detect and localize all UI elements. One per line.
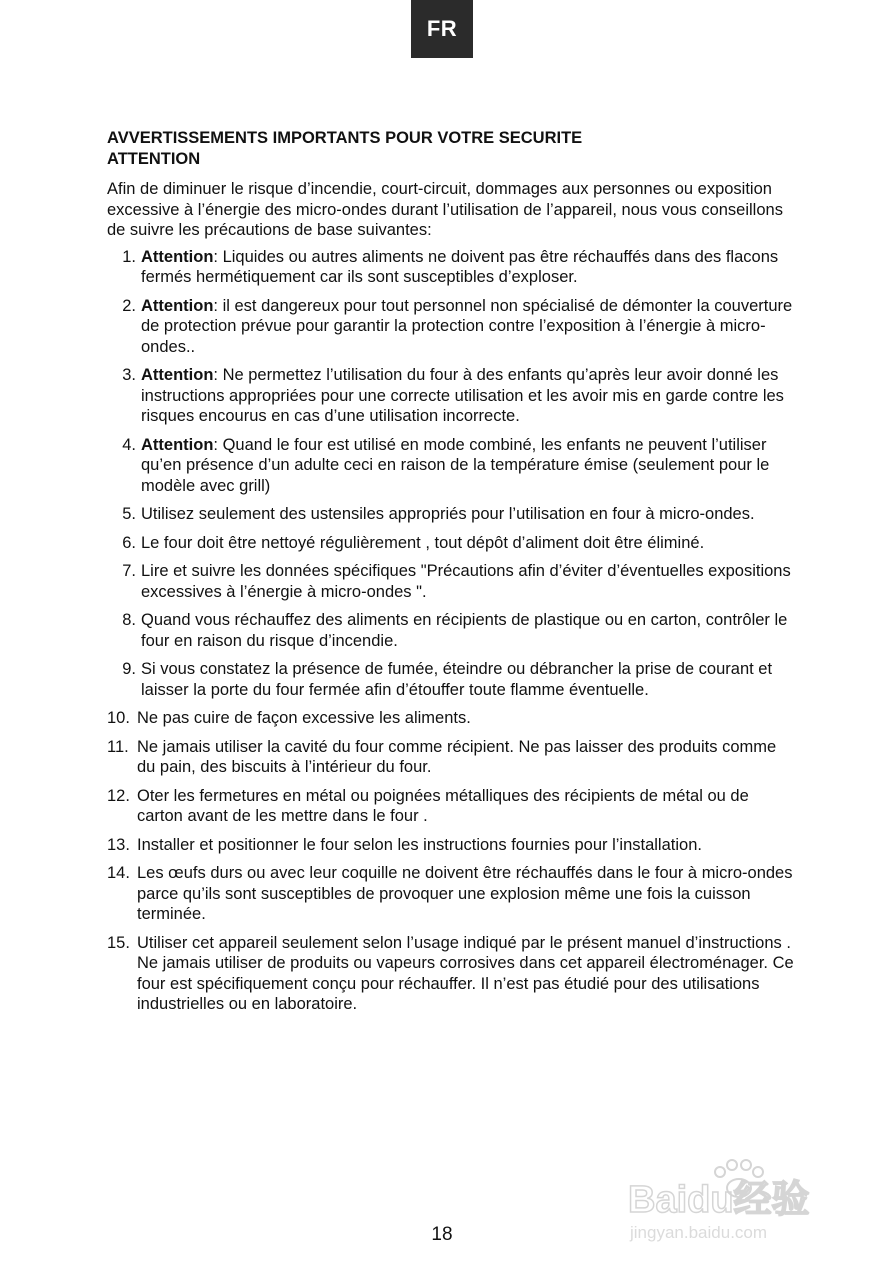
list-item	[107, 659, 797, 700]
item-number: 1.	[122, 247, 136, 266]
item-number: 12.	[107, 786, 130, 805]
language-tab: FR	[411, 0, 473, 58]
item-text	[141, 247, 797, 288]
item-lead: Attention	[141, 247, 214, 266]
watermark-url: jingyan.baidu.com	[630, 1223, 768, 1242]
item-number: 4.	[122, 435, 136, 454]
item-text: Les œufs durs ou avec leur coquille ne doivent être réchauffés dans le four à micro-ondes parce qu’ils sont susceptibles de provoquer une explosion même une fois la cuisson terminée.	[137, 864, 793, 923]
item-text: Oter les fermetures en métal ou poignées métalliques des récipients de métal ou de carton avant de les mettre dans le four .	[137, 786, 749, 825]
item-text: Si vous constatez la présence de fumée, éteindre ou débrancher la prise de courant et laisser la porte du four fermée afin d’étouffer toute flamme éventuelle.	[141, 660, 773, 699]
section-subtitle: ATTENTION	[107, 150, 201, 168]
list-item	[107, 933, 797, 1015]
item-number: 6.	[122, 533, 136, 552]
item-text: Utiliser cet appareil seulement selon l’usage indiqué par le présent manuel d’instructions . Ne jamais utiliser de produits ou vapeurs corrosives dans cet appareil électroménager. Ce four est spécifiquement conçu pour réchauffer. Il n’est pas étudié pour des utilisations industrielles ou en laboratoire.	[137, 933, 794, 1013]
item-text: Ne jamais utiliser la cavité du four comme récipient. Ne pas laisser des produits comme du pain, des biscuits à l’intérieur du four.	[137, 737, 777, 776]
item-number: 3.	[122, 366, 136, 384]
section-title: AVVERTISSEMENTS IMPORTANTS POUR VOTRE SECURITE	[107, 129, 583, 147]
list-item	[107, 533, 797, 554]
item-number: 15.	[107, 933, 130, 952]
item-number: 14.	[107, 864, 130, 882]
intro-paragraph: Afin de diminuer le risque d’incendie, court-circuit, dommages aux personnes ou exposition excessive à l’énergie des micro-ondes durant l’utilisation de l’appareil, nous vous conseillons de suivre les précautions de base suivantes:	[107, 180, 783, 239]
item-text: Le four doit être nettoyé régulièrement , tout dépôt d’aliment doit être éliminé.	[141, 533, 705, 552]
item-number: 5.	[122, 505, 136, 523]
item-body: : Ne permettez l’utilisation du four à des enfants qu’après leur avoir donné les instructions appropriées pour une correcte utilisation et les avoir mis en garde contre les risques encourus en cas d’une utilisation incorrecte.	[141, 366, 784, 425]
item-text	[141, 435, 797, 497]
document-body	[107, 128, 797, 1023]
item-number: 2.	[122, 296, 136, 315]
item-text: Utilisez seulement des ustensiles appropriés pour l’utilisation en four à micro-ondes.	[141, 505, 755, 523]
page-number: 18	[431, 1224, 453, 1245]
item-lead: Attention	[141, 435, 214, 454]
item-text: Installer et positionner le four selon les instructions fournies pour l’installation.	[137, 835, 702, 854]
item-lead: Attention	[141, 296, 214, 315]
item-body: : Liquides ou autres aliments ne doivent pas être réchauffés dans des flacons fermés hermétiquement car ils sont susceptibles d’exploser.	[141, 247, 779, 286]
item-body: : il est dangereux pour tout personnel non spécialisé de démonter la couverture de protection prévue pour garantir la protection contre l’exposition à l’énergie à micro-ondes..	[141, 296, 793, 356]
item-number: 10.	[107, 709, 130, 727]
item-number: 13.	[107, 835, 130, 854]
list-item	[107, 247, 797, 288]
item-number: 8.	[122, 611, 136, 629]
item-text	[141, 365, 797, 427]
list-item	[107, 610, 797, 651]
item-number: 11.	[107, 737, 129, 756]
list-item	[107, 835, 797, 856]
list-item	[107, 561, 797, 602]
item-number: 7.	[122, 562, 136, 580]
list-item	[107, 435, 797, 497]
item-number: 9.	[122, 660, 136, 678]
list-item	[107, 504, 797, 525]
list-item	[107, 863, 797, 925]
list-item	[107, 737, 797, 778]
list-item	[107, 786, 797, 827]
watermark-brand: Baidu经验	[628, 1179, 810, 1221]
item-lead: Attention	[141, 366, 214, 384]
item-text	[141, 296, 797, 358]
item-body: : Quand le four est utilisé en mode combiné, les enfants ne peuvent l’utiliser qu’en présence d’un adulte ceci en raison de la température émise (seulement pour le modèle avec grill)	[141, 435, 770, 495]
list-item	[107, 708, 797, 729]
item-text: Quand vous réchauffez des aliments en récipients de plastique ou en carton, contrôler le four en raison du risque d’incendie.	[141, 611, 788, 650]
list-item	[107, 365, 797, 427]
item-text: Lire et suivre les données spécifiques "Précautions afin d’éviter d’éventuelles expositions excessives à l’énergie à micro-ondes ".	[141, 562, 791, 601]
list-item	[107, 296, 797, 358]
safety-list	[107, 247, 797, 1015]
item-text: Ne pas cuire de façon excessive les aliments.	[137, 709, 471, 727]
